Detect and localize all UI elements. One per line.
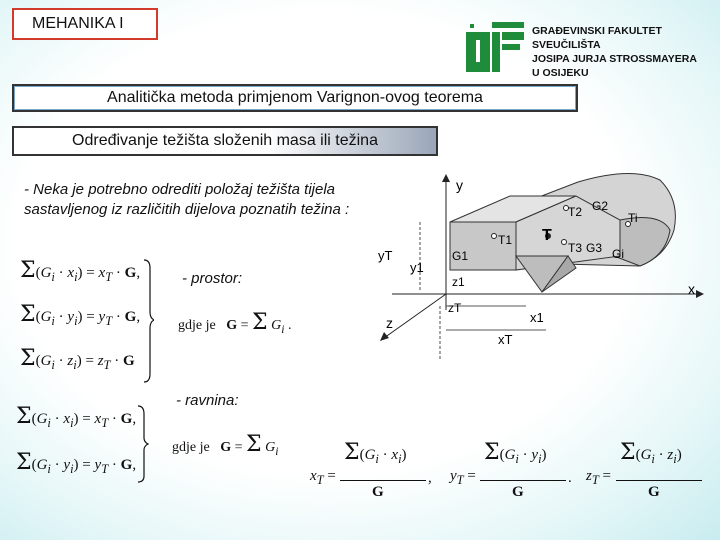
label-yT: yT <box>378 248 393 263</box>
plane-label: - ravnina: <box>176 392 239 409</box>
faculty-name <box>532 24 697 80</box>
where-label: gdje je <box>172 440 210 455</box>
label-T1: T1 <box>498 233 513 247</box>
composite-body-diagram <box>370 160 710 370</box>
faculty-line: JOSIPA JURJA STROSSMAYERA <box>532 53 697 65</box>
label-zT: zT <box>448 301 462 315</box>
label-y1: y1 <box>410 260 424 275</box>
label-T: T <box>542 227 552 244</box>
label-T3: T3 <box>568 241 583 255</box>
centroid-formulas: $\Sigma(G_i \cdot x_i)$ $x_T$ = G , $\Sigma(G_i \cdot y_i)$ $y_T$ = G . $\Sigma(G_i \cdot z_i)$ $z_T$ = G <box>310 440 710 504</box>
label-x1: x1 <box>530 310 544 325</box>
faculty-line: GRAĐEVINSKI FAKULTET <box>532 25 662 37</box>
faculty-logo <box>466 22 524 72</box>
label-G1: G1 <box>452 249 469 263</box>
space-total-weight: gdje je G = Σ $G_i$ . <box>178 310 292 336</box>
label-x-axis: x <box>688 281 695 297</box>
space-label: - prostor: <box>182 270 243 287</box>
label-Ti: Ti <box>628 211 638 225</box>
plane-total-weight: gdje je G = Σ $G_i$ <box>172 432 279 458</box>
equation-space-z: $\Sigma(G_i \cdot z_i) = z_T \cdot G$ <box>20 346 135 372</box>
label-z-axis: z <box>386 315 393 331</box>
label-G2: G2 <box>592 199 609 213</box>
label-xT: xT <box>498 332 513 347</box>
intro-text: - Neka je potrebno odrediti položaj težišta tijela sastavljenog iz različitih dijelova poznatih težina : <box>24 181 350 218</box>
faculty-line: U OSIJEKU <box>532 67 589 79</box>
slide-title: Analitička metoda primjenom Varignon-ovog teorema <box>12 84 578 112</box>
space-equations <box>20 256 154 386</box>
slide-subtitle: Određivanje težišta složenih masa ili težina <box>12 126 438 156</box>
plane-equations <box>16 400 150 486</box>
course-title: MEHANIKA I <box>12 8 158 40</box>
label-T2: T2 <box>568 205 583 219</box>
label-G3: G3 <box>586 241 603 255</box>
faculty-line: SVEUČILIŠTA <box>532 39 601 51</box>
z-axis-line <box>384 294 446 338</box>
label-y-axis: y <box>456 177 463 193</box>
equation-plane-x: $\Sigma(G_i \cdot x_i) = x_T \cdot G$, <box>16 404 137 430</box>
label-z1: z1 <box>452 275 465 289</box>
label-Gi: Gi <box>612 247 624 261</box>
where-label: gdje je <box>178 318 216 333</box>
equation-plane-y: $\Sigma(G_i \cdot y_i) = y_T \cdot G$, <box>16 450 137 476</box>
equation-space-x: $\Sigma(G_i \cdot x_i) = x_T \cdot G$, <box>20 258 141 284</box>
equation-space-y: $\Sigma(G_i \cdot y_i) = y_T \cdot G$, <box>20 302 141 328</box>
